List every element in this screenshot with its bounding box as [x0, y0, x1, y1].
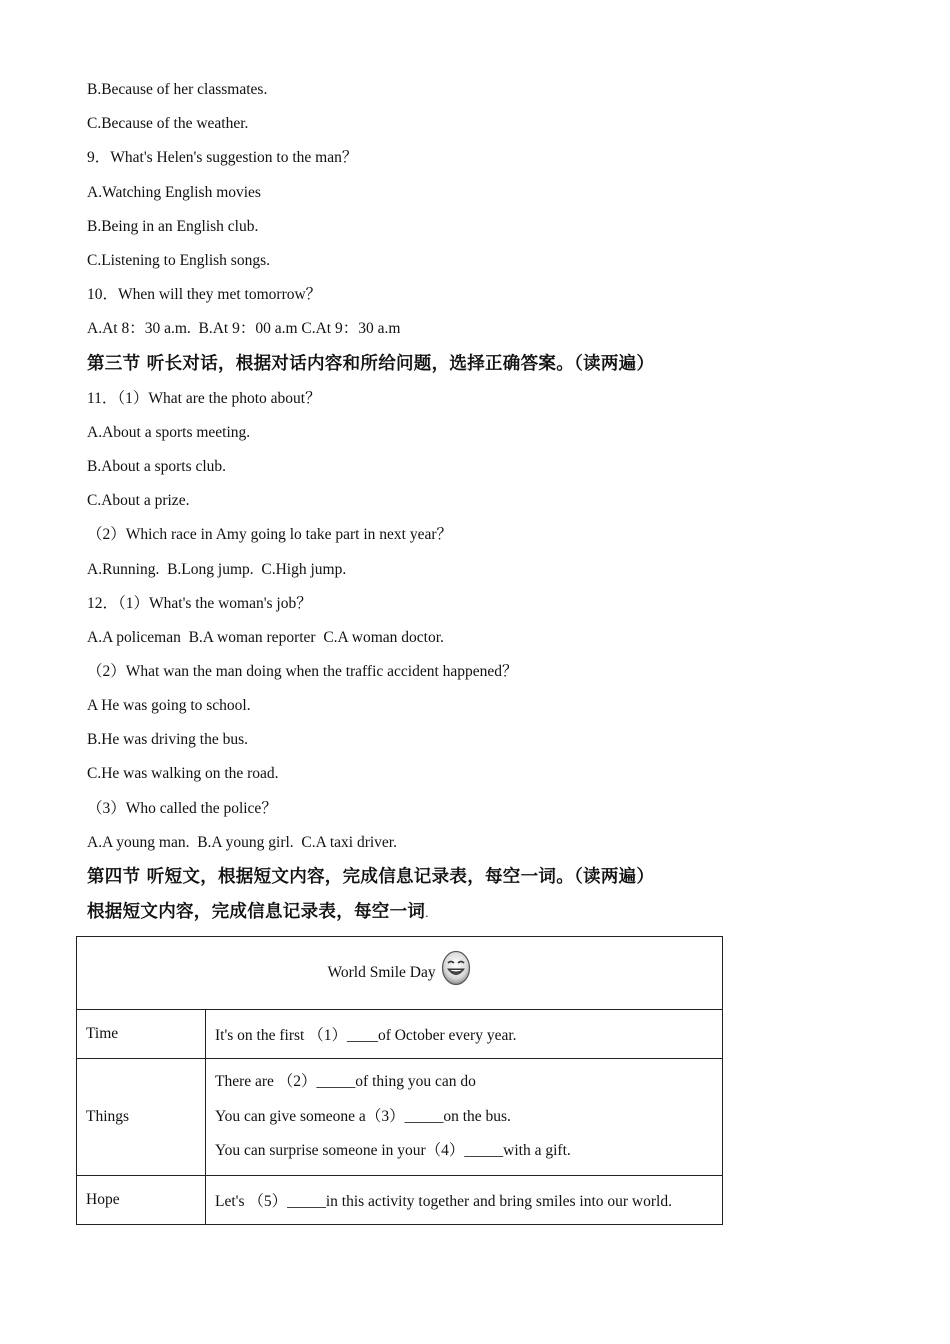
table-row-time [77, 1010, 723, 1059]
option-8b: B.Because of her classmates. [87, 81, 268, 98]
option-12-2b: B.He was driving the bus. [87, 731, 249, 748]
question-12-1: 12．（1）What's the woman's job？ [87, 595, 312, 612]
option-11-1a: A.About a sports meeting. [87, 424, 251, 441]
table-title: World Smile Day [327, 963, 436, 981]
things-cell [206, 1059, 723, 1176]
question-9: 9．What's Helen's suggestion to the man？ [87, 149, 358, 166]
smiley-face-icon [441, 950, 471, 991]
question-11-1: 11．（1）What are the photo about？ [87, 390, 321, 407]
option-8c: C.Because of the weather. [87, 115, 249, 132]
options-12-3: A.A young man. B.A young girl. C.A taxi driver. [87, 834, 397, 851]
subheading-text: 根据短文内容，完成信息记录表，每空一词 [87, 902, 426, 922]
subheading-tail: . [425, 905, 429, 920]
options-12-1: A.A policeman B.A woman reporter C.A woman doctor. [87, 629, 444, 646]
option-9c: C.Listening to English songs. [87, 252, 270, 269]
section-4-subheading [87, 901, 429, 924]
hope-label: Hope [77, 1176, 206, 1225]
question-12-2: （2）What wan the man doing when the traffic accident happened？ [87, 663, 518, 680]
time-label: Time [77, 1010, 206, 1059]
table-row-things [77, 1059, 723, 1176]
info-record-table [76, 936, 723, 1225]
time-text: It's on the first （1）____of October every year. [206, 1010, 723, 1059]
option-12-2a: A He was going to school. [87, 697, 251, 714]
section-4-heading: 第四节 听短文，根据短文内容，完成信息记录表，每空一词。（读两遍） [87, 867, 655, 887]
option-9b: B.Being in an English club. [87, 218, 259, 235]
things-line-4: You can surprise someone in your（4）_____with a gift. [215, 1142, 571, 1160]
option-11-1c: C.About a prize. [87, 492, 190, 509]
option-11-1b: B.About a sports club. [87, 458, 227, 475]
question-11-2: （2）Which race in Amy going lo take part in next year？ [87, 526, 453, 543]
hope-text: Let's （5）_____in this activity together and bring smiles into our world. [206, 1176, 723, 1225]
things-label: Things [77, 1059, 206, 1176]
things-line-2: There are （2）_____of thing you can do [215, 1073, 476, 1091]
table-title-cell [77, 937, 723, 1010]
question-12-3: （3）Who called the police？ [87, 800, 277, 817]
question-10: 10．When will they met tomorrow？ [87, 286, 322, 303]
option-9a: A.Watching English movies [87, 184, 261, 201]
options-11-2: A.Running. B.Long jump. C.High jump. [87, 561, 347, 578]
option-12-2c: C.He was walking on the road. [87, 765, 279, 782]
things-line-3: You can give someone a（3）_____on the bus. [215, 1107, 511, 1125]
section-3-heading: 第三节 听长对话，根据对话内容和所给问题，选择正确答案。（读两遍） [87, 354, 655, 374]
table-row-hope [77, 1176, 723, 1225]
options-10: A.At 8：30 a.m. B.At 9：00 a.m C.At 9：30 a.m [87, 320, 401, 337]
